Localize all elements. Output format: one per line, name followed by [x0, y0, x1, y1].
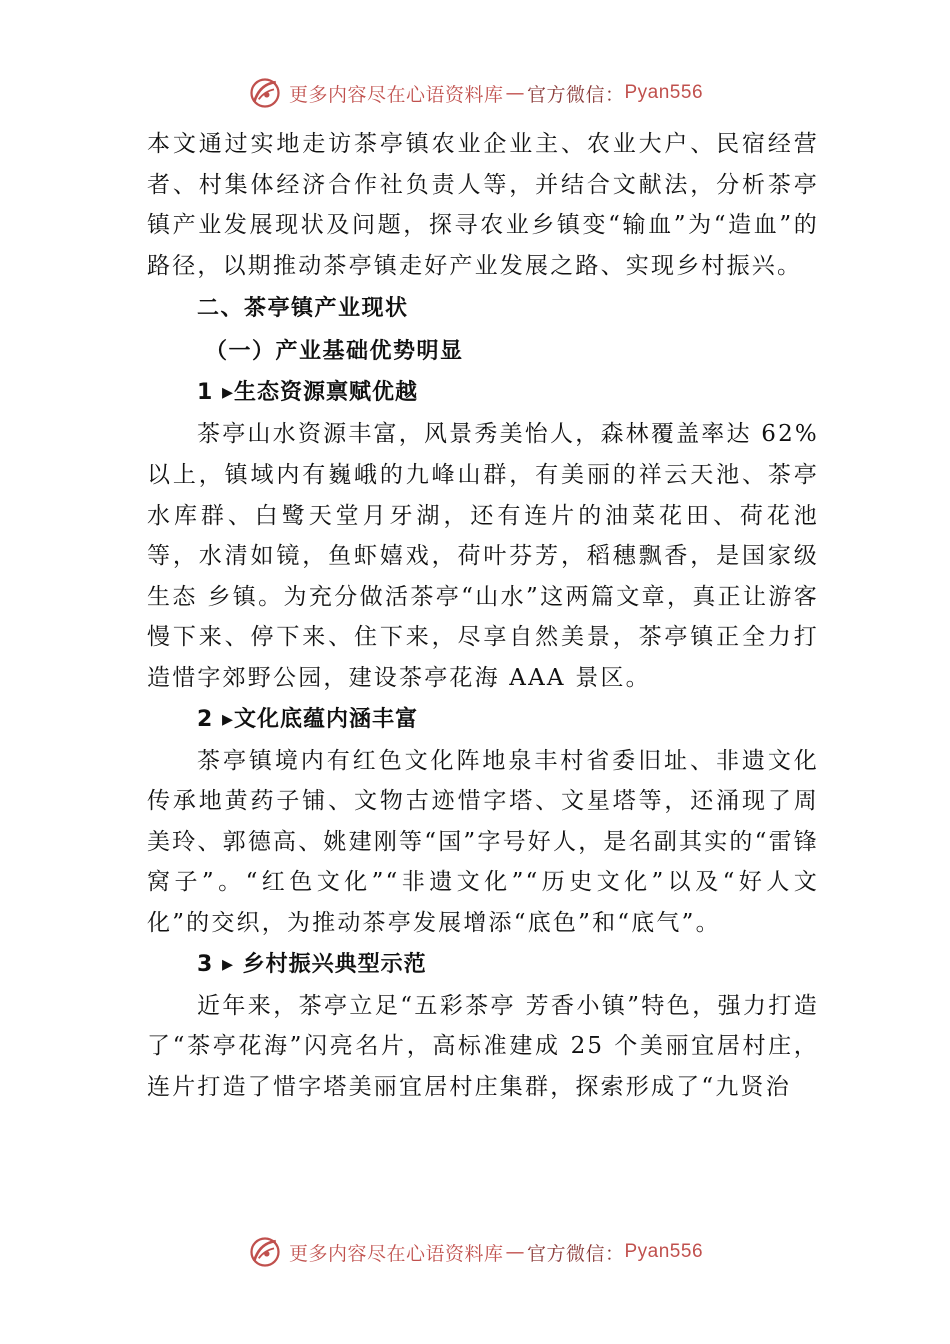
watermark-text: 更多内容尽在心语资料库: [288, 1242, 504, 1265]
item3-title: 3 ▸ 乡村振兴典型示范: [197, 951, 427, 977]
section-title: 二、茶亭镇产业现状: [197, 296, 409, 322]
watermark-label: 官方微信：: [526, 1242, 625, 1265]
watermark-text: 更多内容尽在心语资料库: [288, 83, 504, 106]
watermark-separator: —: [505, 1241, 525, 1263]
item3-paragraph: 近年来，茶亭立足“五彩茶亭 芳香小镇”特色，强力打造了“茶亭花海”闪亮名片，高标准建成 25 个美丽宜居村庄，连片打造了惜字塔美丽宜居村庄集群，探索形成了“九贤治: [147, 992, 819, 1100]
item2-title: 2 ▸文化底蕴内涵丰富: [197, 706, 419, 732]
watermark-id: Pyan556: [624, 1241, 704, 1262]
item2-paragraph: 茶亭镇境内有红色文化阵地泉丰村省委旧址、非遗文化传承地黄药子铺、文物古迹惜字塔、文星塔等，还涌现了周美玲、郭德高、姚建刚等“国”字号好人，是名副其实的“雷锋窝子”。“红色文化”“非遗文化”“历史文化”以及“好人文化”的交织，为推动茶亭发展增添“底色”和“底气”。: [147, 747, 819, 936]
item1-title: 1 ▸生态资源禀赋优越: [197, 380, 419, 406]
item1-paragraph: 茶亭山水资源丰富，风景秀美怡人，森林覆盖率达 62%以上，镇域内有巍峨的九峰山群，有美丽的祥云天池、茶亭水库群、白鹭天堂月牙湖，还有连片的油菜花田、荷花池等，水清如镜，鱼虾嬉戏，荷叶芬芳，稻穗飘香，是国家级生态 乡镇。为充分做活茶亭“山水”这两篇文章，真正让游客慢下来、停下来、住下来，尽享自然美景，茶亭镇正全力打造惜字郊野公园，建设茶亭花海 AAA 景区。: [147, 421, 819, 691]
watermark-label: 官方微信：: [526, 83, 625, 106]
logo-icon: [247, 75, 283, 111]
document-body: [147, 124, 819, 1107]
watermark-separator: —: [505, 82, 525, 104]
watermark-footer: [0, 1232, 950, 1272]
logo-icon: [247, 1234, 283, 1270]
intro-paragraph: 本文通过实地走访茶亭镇农业企业主、农业大户、民宿经营者、村集体经济合作社负责人等，并结合文献法，分析茶亭镇产业发展现状及问题，探寻农业乡镇变“输血”为“造血”的路径，以期推动茶亭镇走好产业发展之路、实现乡村振兴。: [147, 131, 819, 279]
watermark-header: [0, 73, 950, 113]
subsection-title: （一）产业基础优势明显: [205, 338, 464, 365]
watermark-id: Pyan556: [624, 82, 704, 103]
